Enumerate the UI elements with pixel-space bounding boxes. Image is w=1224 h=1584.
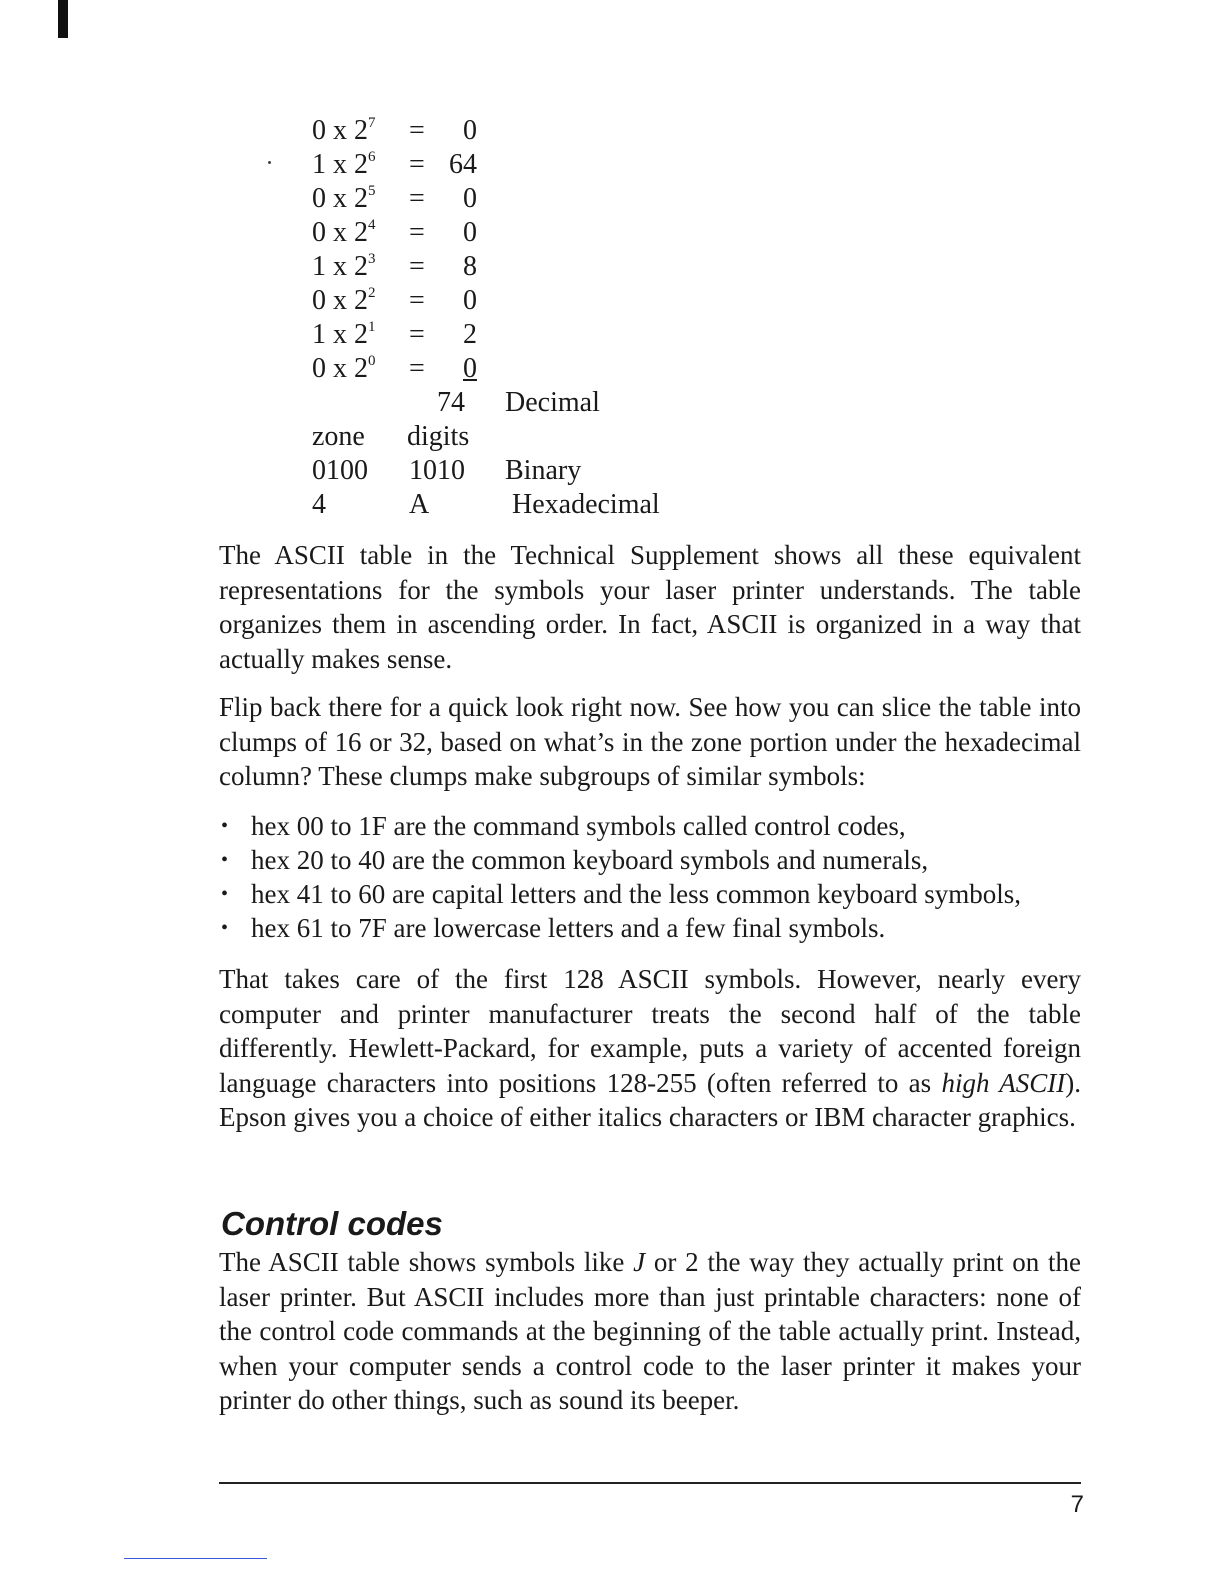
- high-ascii-term: high ASCII: [941, 1067, 1066, 1098]
- calc-term: 0 x $2^2$: [312, 285, 376, 316]
- calc-term: 1 x $2^6$: [312, 149, 376, 180]
- calc-value: 0: [463, 285, 477, 316]
- digits-header: digits: [407, 421, 470, 452]
- paragraph-control-codes: The ASCII table shows symbols like J or 2 the way they actually print on the laser printer. But ASCII includes more than just printable characters: none of the control code commands at the beginning of the table actually print. Instead, when your computer sends a control code to the laser printer it makes your printer do other things, such as sound its beeper.: [219, 1247, 1081, 1415]
- hex-range-list: [219, 809, 1099, 945]
- list-item: • hex 61 to 7F are lowercase letters and a few final symbols.: [219, 911, 1099, 945]
- hex-label: Hexadecimal: [512, 489, 660, 520]
- calc-term: 0 x $2^7$: [312, 115, 376, 146]
- page-number: 7: [1070, 1491, 1084, 1518]
- calc-term: 1 x $2^1$: [312, 319, 376, 350]
- binary-row: [312, 454, 712, 488]
- bottom-link-rule: [124, 1558, 267, 1559]
- base-conversion-table: [312, 386, 712, 522]
- calc-term: 0 x $2^0$: [312, 353, 376, 384]
- calc-value: 0: [463, 217, 477, 248]
- example-symbol: J: [633, 1247, 646, 1277]
- list-item: • hex 20 to 40 are the common keyboard symbols and numerals,: [219, 843, 1099, 877]
- list-item: • hex 00 to 1F are the command symbols called control codes,: [219, 809, 1099, 843]
- paragraph-ascii-table: The ASCII table in the Technical Supplement shows all these equivalent representations for the symbols your laser printer understands. The table organizes them in ascending order. In fact, ASCII is organized in a way that actually makes sense.: [219, 540, 1081, 674]
- equals-sign: =: [409, 149, 425, 180]
- footer-rule: [219, 1482, 1081, 1484]
- calc-value: 0: [463, 115, 477, 146]
- calc-term: 0 x $2^4$: [312, 217, 376, 248]
- equals-sign: =: [409, 353, 425, 384]
- hex-zone: 4: [312, 489, 326, 520]
- decimal-total-row: [312, 386, 712, 420]
- equals-sign: =: [409, 285, 425, 316]
- equals-sign: =: [409, 183, 425, 214]
- hex-digits: A: [409, 489, 430, 520]
- equals-sign: =: [409, 217, 425, 248]
- header-row: [312, 420, 712, 454]
- section-heading: Control codes: [221, 1205, 443, 1242]
- calc-value: 2: [463, 319, 477, 350]
- paragraph-flip-back: Flip back there for a quick look right now. See how you can slice the table into clumps of 16 or 32, based on what’s in the zone portion under the hexadecimal column? These clumps make subgroups of similar symbols:: [219, 692, 1081, 791]
- calc-term: 1 x $2^3$: [312, 251, 376, 282]
- zone-header: zone: [312, 421, 365, 452]
- binary-zone: 0100: [312, 455, 368, 486]
- decimal-label: Decimal: [505, 387, 600, 418]
- equals-sign: =: [409, 319, 425, 350]
- calc-value: 8: [463, 251, 477, 282]
- paragraph-high-ascii: That takes care of the first 128 ASCII symbols. However, nearly every computer and printer manufacturer treats the second half of the table differently. Hewlett-Packard, for example, puts a variety of accented foreign language characters into positions 128-255 (often referred to as high ASCII). Epson gives you a choice of either italics characters or IBM character graphics.: [219, 964, 1081, 1132]
- hex-row: [312, 488, 712, 522]
- calc-term: 0 x $2^5$: [312, 183, 376, 214]
- calc-value: 0: [463, 183, 477, 214]
- equals-sign: =: [409, 251, 425, 282]
- equals-sign: =: [409, 115, 425, 146]
- corner-mark: [58, 0, 68, 38]
- decimal-total: 74: [437, 387, 465, 418]
- binary-digits: 1010: [409, 455, 465, 486]
- list-item: • hex 41 to 60 are capital letters and the less common keyboard symbols,: [219, 877, 1099, 911]
- calc-value: 64: [449, 149, 477, 180]
- binary-label: Binary: [505, 455, 582, 486]
- calc-value: 0: [463, 353, 477, 384]
- stray-dot: [268, 161, 271, 164]
